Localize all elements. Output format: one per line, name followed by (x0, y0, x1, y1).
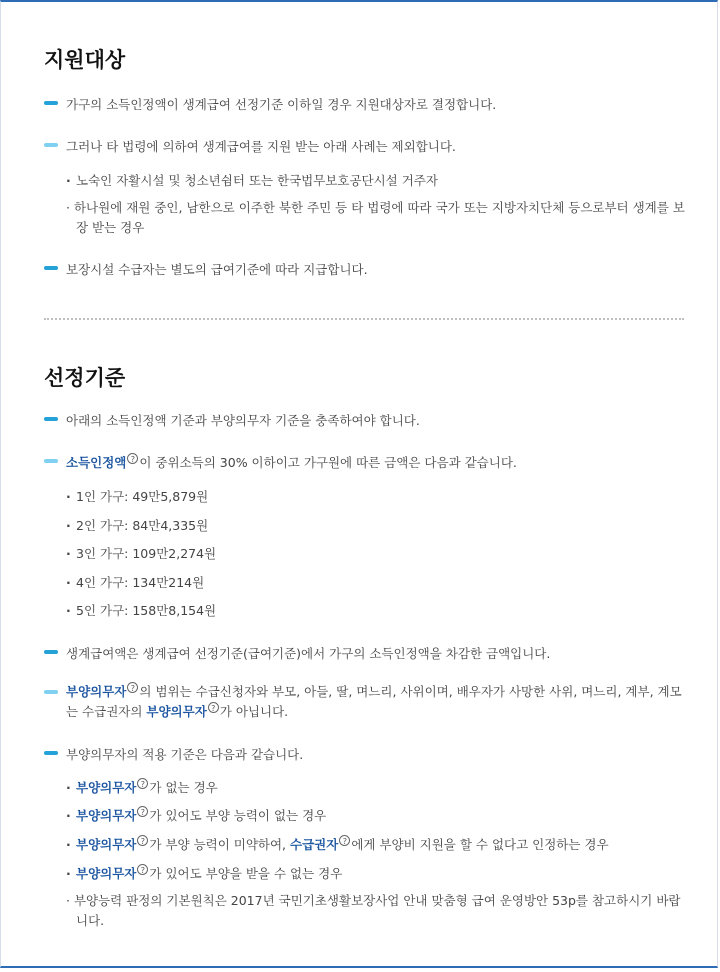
criteria-item-4-end: 가 아닙니다. (219, 704, 289, 719)
household-5: 5인 가구: 158만8,154원 (76, 603, 217, 618)
household-2: 2인 가구: 84만4,335원 (76, 518, 209, 533)
help-icon[interactable]: ? (127, 453, 138, 464)
criteria-item-1: 아래의 소득인정액 기준과 부양의무자 기준을 충족하여야 합니다. (66, 413, 420, 428)
supporter-criterion-2: · 부양의무자 ? 가 있어도 부양 능력이 없는 경우 (66, 808, 327, 823)
help-icon[interactable]: ? (339, 835, 350, 846)
household-item: · 1인 가구: 49만5,879원 (66, 489, 209, 504)
bullet-dash (44, 751, 58, 755)
eligibility-item-3: 보장시설 수급자는 별도의 급여기준에 따라 지급합니다. (66, 262, 368, 277)
criteria-item-2 (66, 453, 517, 471)
eligibility-item-2: 그러나 타 법령에 의하여 생계급여를 지원 받는 아래 사례는 제외합니다. (66, 139, 456, 154)
term-link-supporter[interactable]: 부양의무자 (76, 837, 137, 852)
household-item: · 4인 가구: 134만214원 (66, 575, 205, 590)
criteria-item-3: 생계급여액은 생계급여 선정기준(급여기준)에서 가구의 소득인정액을 차감한 금액입니다. (66, 646, 551, 661)
household-1: 1인 가구: 49만5,879원 (76, 489, 209, 504)
household-4: 4인 가구: 134만214원 (76, 575, 205, 590)
bullet-dash (44, 143, 58, 147)
exclusion-item-2-text: 하나원에 재원 중인, 남한으로 이주한 북한 주민 등 타 법령에 따라 국가 또는 지방자치단체 등으로부터 생계를 보장 받는 경우 (73, 200, 685, 235)
term-link-supporter[interactable]: 부양의무자 (76, 780, 137, 795)
bullet-dash (44, 690, 58, 694)
criterion-5-text: 부양능력 판정의 기본원칙은 2017년 국민기초생활보장사업 안내 맞춤형 급여 운영방안 53p를 참고하시기 바랍니다. (73, 893, 681, 928)
exclusion-item-2: · 하나원에 재원 중인, 남한으로 이주한 북한 주민 등 타 법령에 따라 국가 또는 지방자치단체 등으로부터 생계를 보장 받는 경우 (66, 200, 685, 235)
criterion-3-end: 에게 부양비 지원을 할 수 없다고 인정하는 경우 (351, 837, 609, 852)
bullet-dash (44, 417, 58, 421)
exclusion-item-1-text: 노숙인 자활시설 및 청소년쉼터 또는 한국법무보호공단시설 거주자 (76, 173, 438, 188)
section-title-eligibility: 지원대상 (44, 48, 126, 72)
bullet-dash (44, 650, 58, 654)
help-icon[interactable]: ? (137, 835, 148, 846)
supporter-criterion-4: · 부양의무자 ? 가 있어도 부양을 받을 수 없는 경우 (66, 866, 343, 881)
section-divider (44, 318, 684, 320)
help-icon[interactable]: ? (137, 864, 148, 875)
household-3: 3인 가구: 109만2,274원 (76, 546, 217, 561)
supporter-criterion-5: · 부양능력 판정의 기본원칙은 2017년 국민기초생활보장사업 안내 맞춤형 급여 운영방안 53p를 참고하시기 바랍니다. (66, 893, 681, 928)
supporter-criterion-1: · 부양의무자 ? 가 없는 경우 (66, 780, 218, 795)
eligibility-item-1: 가구의 소득인정액이 생계급여 선정기준 이하일 경우 지원대상자로 결정합니다. (66, 97, 497, 112)
criterion-4-text: 가 있어도 부양을 받을 수 없는 경우 (149, 866, 343, 881)
term-link-supporter[interactable]: 부양의무자 (76, 866, 137, 881)
criterion-3-text: 가 부양 능력이 미약하여, (149, 837, 291, 852)
household-item: · 3인 가구: 109만2,274원 (66, 546, 217, 561)
criterion-2-text: 가 있어도 부양 능력이 없는 경우 (149, 808, 327, 823)
help-icon[interactable]: ? (208, 702, 219, 713)
criterion-1-text: 가 없는 경우 (149, 780, 218, 795)
term-link-supporter[interactable]: 부양의무자 (76, 808, 137, 823)
criteria-item-4 (66, 682, 686, 722)
bullet-dash (44, 101, 58, 105)
term-link-recipient[interactable]: 수급권자 (290, 837, 339, 852)
term-link-income[interactable]: 소득인정액 (66, 455, 127, 470)
supporter-criterion-3: · 부양의무자 ? 가 부양 능력이 미약하여, 수급권자 ? 에게 부양비 지원을 할 수 없다고 인정하는 경우 (66, 837, 609, 852)
help-icon[interactable]: ? (137, 778, 148, 789)
bullet-dash (44, 459, 58, 463)
section-title-criteria: 선정기준 (44, 366, 126, 390)
criteria-item-4-text: 의 범위는 수급신청자와 부모, 아들, 딸, 며느리, 사위이며, 배우자가 사망한 사위, 며느리, 계부, 계모는 수급권자의 (66, 684, 682, 719)
term-link-supporter[interactable]: 부양의무자 (146, 704, 207, 719)
household-item: · 5인 가구: 158만8,154원 (66, 603, 217, 618)
exclusion-item-1: · 노숙인 자활시설 및 청소년쉼터 또는 한국법무보호공단시설 거주자 (66, 173, 438, 188)
bullet-dash (44, 266, 58, 270)
criteria-item-5: 부양의무자의 적용 기준은 다음과 같습니다. (66, 747, 304, 762)
term-link-supporter[interactable]: 부양의무자 (66, 684, 127, 699)
criteria-item-2-text: 이 중위소득의 30% 이하이고 가구원에 따른 금액은 다음과 같습니다. (139, 455, 517, 470)
help-icon[interactable]: ? (137, 806, 148, 817)
help-icon[interactable]: ? (127, 682, 138, 693)
household-item: · 2인 가구: 84만4,335원 (66, 518, 209, 533)
